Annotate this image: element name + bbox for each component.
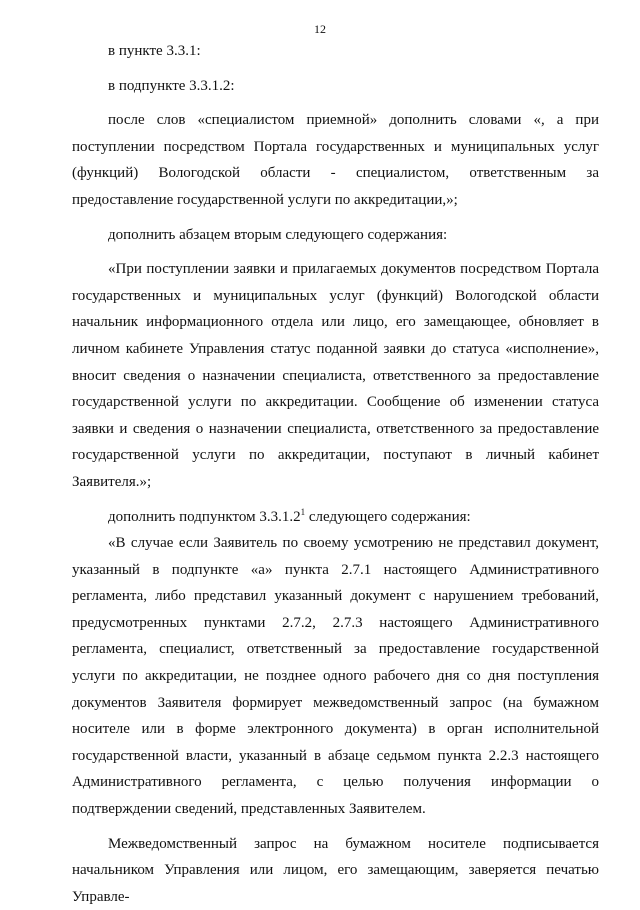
superscript-mark: 1 — [300, 506, 306, 517]
paragraph: в пункте 3.3.1: — [108, 43, 201, 59]
paragraph — [72, 504, 599, 531]
paragraph: «В случае если Заявитель по своему усмотрению не представил документ, указанный в подпункте «а» пункта 2.7.1 настоящего Административного регламента, либо представил указанный документ с нарушением требований, предусмотренных пунктами 2.7.2, 2.7.3 настоящего Административного регламента, специалист, ответственный за предоставление государственной услуги по аккредитации, не позднее одного рабочего дня со дня поступления документов Заявителя формирует межведомственный запрос (на бумажном носителе или в форме электронного документа) в орган исполнительной государственной власти, указанный в абзаце седьмом пункта 2.2.3 настоящего Административного регламента, с целью получения информации о подтверждении сведений, представленных Заявителем. — [72, 535, 599, 818]
paragraph: Межведомственный запрос на бумажном носителе подписывается начальником Управления или лицом, его замещающим, заверяется печатью Управле- — [72, 835, 599, 905]
document-body — [72, 38, 599, 910]
page-number: 12 — [314, 22, 326, 36]
paragraph: в подпункте 3.3.1.2: — [108, 77, 235, 94]
paragraph-text: дополнить подпунктом 3.3.1.2 — [108, 508, 301, 525]
paragraph-text: следующего содержания: — [305, 508, 471, 525]
paragraph: после слов «специалистом приемной» дополнить словами «, а при поступлении посредством Портала государственных и муниципальных услуг (функций) Вологодской области - специалистом, ответственным за предоставление государственной услуги по аккредитации,»; — [72, 112, 599, 208]
paragraph: «При поступлении заявки и прилагаемых документов посредством Портала государственных и муниципальных услуг (функций) Вологодской области начальник информационного отдела или лицо, его замещающее, обновляет в личном кабинете Управления статус поданной заявки до статуса «исполнение», вносит сведения о назначении специалиста, ответственного за предоставление государственной услуги по аккредитации. Сообщение об изменении статуса заявки и сведения о назначении специалиста, ответственного за предоставление государственной услуги по аккредитации, поступают в личный кабинет Заявителя.»; — [72, 261, 599, 490]
paragraph: дополнить абзацем вторым следующего содержания: — [108, 226, 448, 243]
